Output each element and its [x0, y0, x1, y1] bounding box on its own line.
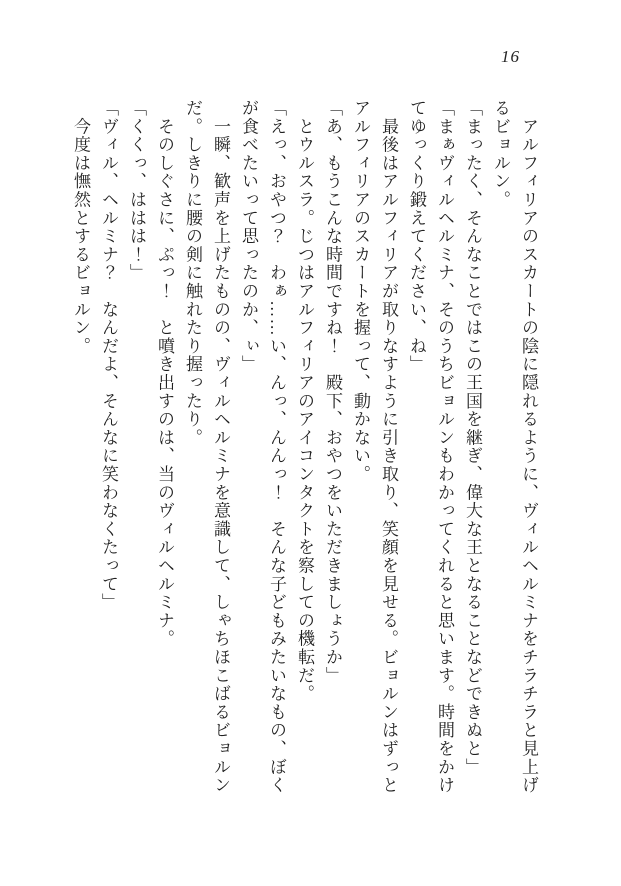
text-line: が食べたいって思ったのか、ぃ」 — [239, 99, 258, 374]
text-line: 「くくっ、ははは！」 — [127, 99, 146, 282]
text-line: そのしぐさに、ぷっ！ と噴き出すのは、当のヴィルヘルミナ。 — [155, 99, 174, 648]
text-line: てゆっくり鍛えてください、ね」 — [407, 99, 426, 374]
text-line: 「あ、もうこんな時間ですね！ 殿下、おやつをいただきましょうか」 — [323, 99, 342, 685]
vertical-text-block — [66, 99, 542, 797]
text-line: だ。しきりに腰の剣に触れたり握ったり。 — [183, 99, 202, 447]
text-line: るビョルン。 — [491, 99, 510, 209]
text-line: 「まぁヴィルヘルミナ、そのうちビョルンもわかってくれると思います。時間をかけ — [435, 99, 454, 795]
text-line: 最後はアルフィリアが取りなすように引き取り、笑顔を見せる。ビョルンはずっと — [379, 99, 398, 795]
text-line: 「えっ、おやつ？ わぁ……い、んっ、んんっ！ そんな子どもみたいなもの、ぼく — [267, 99, 286, 795]
text-line: アルフィリアのスカートの陰に隠れるように、ヴィルヘルミナをチラチラと見上げ — [519, 99, 538, 795]
text-line: アルフィリアのスカートを握って、動かない。 — [351, 99, 370, 484]
text-line: 「まったく、そんなことではこの王国を継ぎ、偉大な王となることなどできぬと」 — [463, 99, 482, 777]
page-number: 16 — [501, 47, 520, 66]
text-line: 一瞬、歓声を上げたものの、ヴィルヘルミナを意識して、しゃちほこばるビョルン — [211, 99, 230, 795]
text-line: 「ヴィル、ヘルミナ？ なんだよ、そんなに笑わなくたって」 — [99, 99, 118, 612]
text-line: とウルスラ。じつはアルフィリアのアイコンタクトを察しての機転だ。 — [295, 99, 314, 703]
text-line: 今度は憮然とするビョルン。 — [71, 99, 90, 356]
